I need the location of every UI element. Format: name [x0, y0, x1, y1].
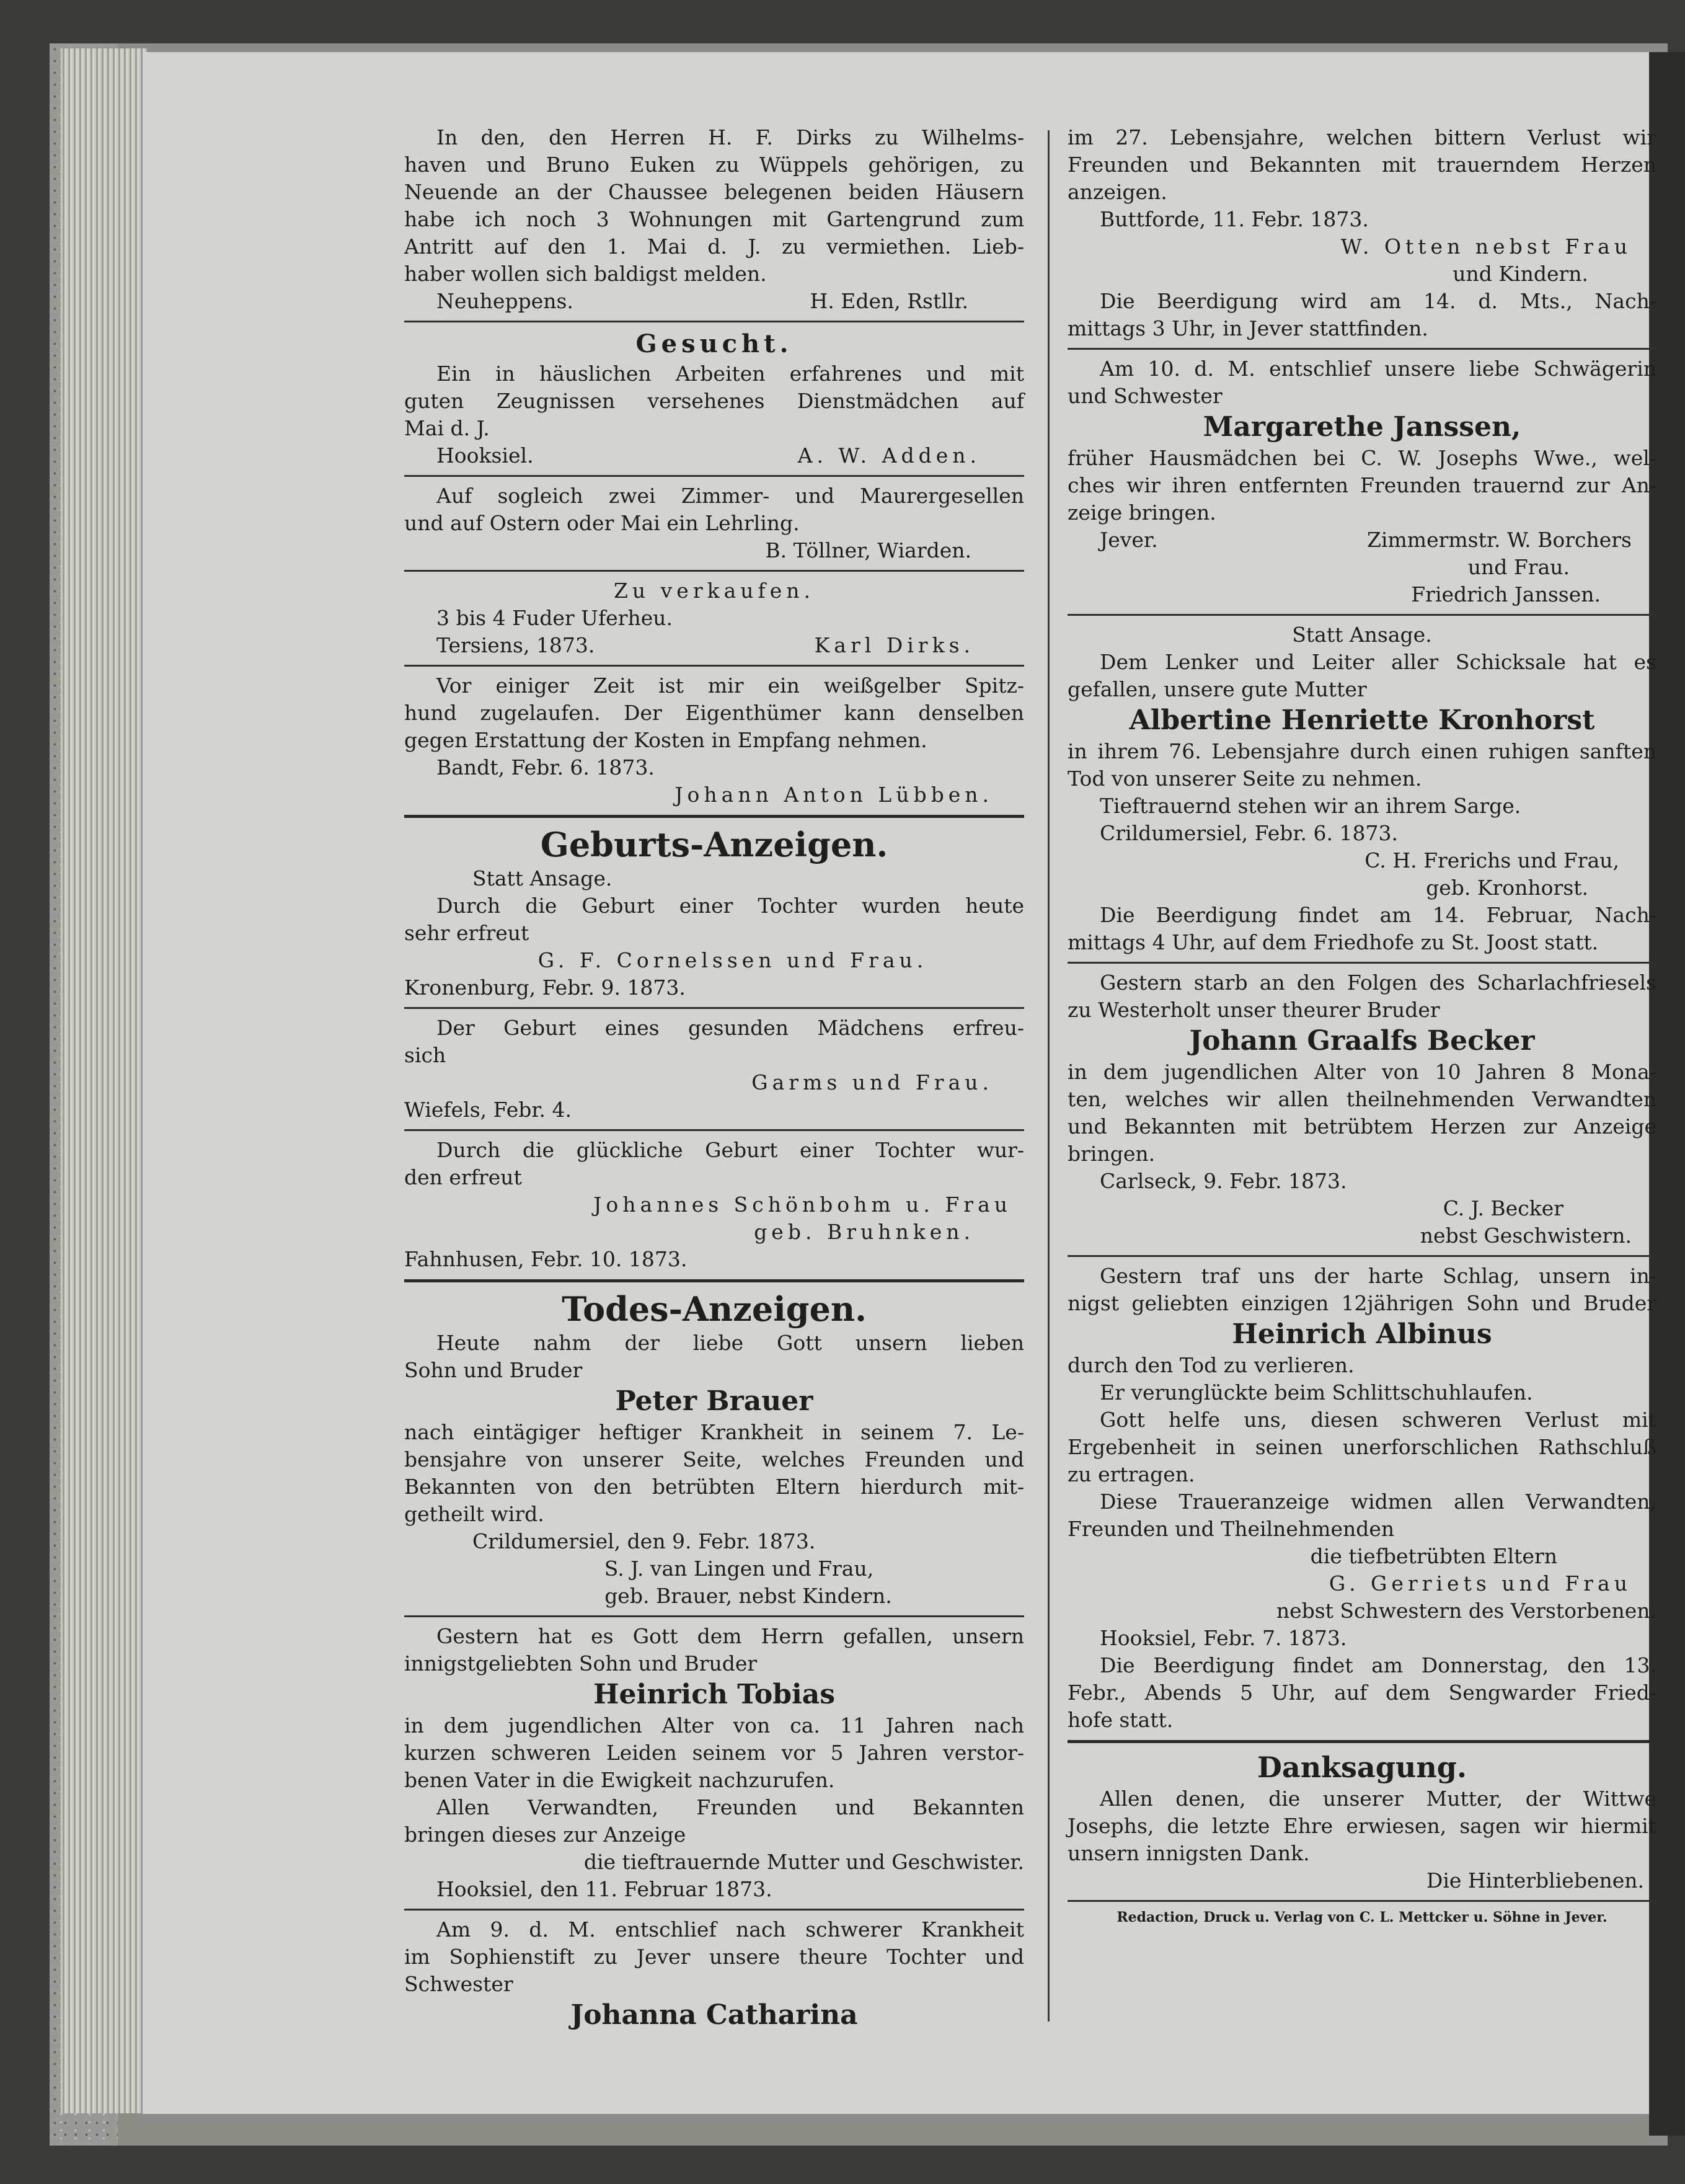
section-heading-deaths: Todes-Anzeigen. — [562, 1289, 867, 1329]
ad-wanted-maid — [404, 328, 1024, 469]
ad-divider — [404, 475, 1024, 477]
text-line: In den, den Herren H. F. Dirks zu Wilhelms- — [436, 125, 1024, 149]
ad-signature: H. Eden, Rstllr. — [810, 289, 968, 313]
ad-place: Neuheppens. — [436, 289, 573, 313]
text-line: Allen denen, die unserer Mutter, der Wittwe — [1100, 1787, 1656, 1811]
ad-divider — [1068, 1900, 1656, 1902]
notice-signature-2: und Frau. — [1467, 555, 1570, 579]
notice-place: Crildumersiel, Febr. 6. 1873. — [1100, 821, 1398, 845]
text-line: und Bekannten mit betrübtem Herzen zur Anzeige — [1068, 1114, 1656, 1139]
text-line: im 27. Lebensjahre, welchen bittern Verlust wir — [1068, 125, 1656, 149]
ad-divider — [404, 1007, 1024, 1009]
text-line: nach eintägiger heftiger Krankheit in seinem 7. Le- — [404, 1420, 1024, 1444]
text-line: zu Westerholt unser theurer Bruder — [1068, 998, 1440, 1022]
notice-signature: W. Otten nebst Frau — [1340, 234, 1632, 259]
burial-notice: Die Beerdigung wird am 14. d. Mts., Nach- — [1100, 289, 1656, 313]
notice-signature: C. H. Frerichs und Frau, — [1364, 848, 1619, 872]
text-line: früher Hausmädchen bei C. W. Josephs Wwe., wel- — [1068, 446, 1656, 470]
text-line: Tod von unserer Seite zu nehmen. — [1068, 766, 1422, 791]
text-line: gegen Erstattung der Kosten in Empfang nehmen. — [404, 728, 927, 752]
text-line: bensjahre von unserer Seite, welches Freunden und — [404, 1447, 1024, 1472]
ad-for-sale — [404, 577, 1024, 659]
death-notice-tobias — [404, 1623, 1024, 1903]
text-line: unsern innigsten Dank. — [1068, 1841, 1310, 1865]
text-line: getheilt wird. — [404, 1502, 544, 1526]
text-line: hund zugelaufen. Der Eigenthümer kann denselben — [404, 701, 1024, 725]
text-line: Schwester — [404, 1972, 513, 1996]
notice-signature: Johannes Schönbohm u. Frau — [593, 1192, 1012, 1217]
column-divider — [1048, 130, 1050, 2022]
notice-signature-2: nebst Geschwistern. — [1420, 1223, 1632, 1248]
death-notice-kronhorst — [1068, 621, 1656, 956]
notice-signature: die tiefbetrübten Eltern — [1310, 1544, 1557, 1568]
text-line: innigstgeliebten Sohn und Bruder — [404, 1651, 758, 1676]
notice-signature-2: geb. Bruhnken. — [754, 1220, 975, 1244]
text-line: Diese Traueranzeige widmen allen Verwandten, — [1100, 1489, 1656, 1514]
kicker: Statt Ansage. — [1292, 623, 1432, 647]
ad-place: Hooksiel. — [436, 443, 534, 468]
text-line: ches wir ihren entfernten Freunden trauernd zur An- — [1068, 473, 1656, 497]
text-line: guten Zeugnissen versehenes Dienstmädchen auf — [404, 389, 1024, 413]
section-divider — [404, 815, 1024, 818]
ad-divider — [404, 1909, 1024, 1911]
notice-place: Wiefels, Febr. 4. — [404, 1098, 572, 1122]
deceased-name: Johann Graalfs Becker — [1189, 1025, 1535, 1057]
notice-signature-2: und Kindern. — [1453, 262, 1588, 286]
ad-heading: Gesucht. — [635, 329, 793, 358]
notice-place: Fahnhusen, Febr. 10. 1873. — [404, 1247, 688, 1271]
text-line: benen Vater in die Ewigkeit nachzurufen. — [404, 1768, 835, 1792]
text-line: Am 9. d. M. entschlief nach schwerer Krankheit — [436, 1917, 1024, 1942]
text-line: Neuende an der Chaussee belegenen beiden Häusern — [404, 180, 1024, 204]
text-line: Er verunglückte beim Schlittschuhlaufen. — [1100, 1380, 1533, 1405]
burial-notice: Febr., Abends 5 Uhr, auf dem Sengwarder Fried- — [1068, 1680, 1656, 1705]
text-line: bringen dieses zur Anzeige — [404, 1822, 686, 1847]
imprint-footer: Redaction, Druck u. Verlag von C. L. Mettcker u. Söhne in Jever. — [1117, 1909, 1608, 1925]
text-line: zu ertragen. — [1068, 1462, 1195, 1486]
notice-place: Carlseck, 9. Febr. 1873. — [1100, 1169, 1347, 1193]
ad-signature: Johann Anton Lübben. — [674, 783, 993, 807]
text-line: 3 bis 4 Fuder Uferheu. — [436, 606, 673, 630]
ad-found-dog — [404, 672, 1024, 809]
deceased-name: Heinrich Albinus — [1232, 1318, 1492, 1350]
text-line: in dem jugendlichen Alter von ca. 11 Jahren nach — [404, 1713, 1024, 1738]
notice-signature-2: G. Gerriets und Frau — [1329, 1571, 1632, 1596]
kicker: Statt Ansage. — [472, 866, 613, 890]
section-heading-births: Geburts-Anzeigen. — [540, 825, 888, 864]
text-line: Antritt auf den 1. Mai d. J. zu vermiethen. Lieb- — [404, 234, 1024, 259]
deceased-name: Albertine Henriette Kronhorst — [1129, 704, 1595, 736]
ad-journeymen — [404, 482, 1024, 564]
death-notice-brauer — [404, 1329, 1024, 1610]
ad-divider — [1068, 1255, 1656, 1257]
text-line: Gestern starb an den Folgen des Scharlachfriesels — [1100, 970, 1656, 995]
text-line: haber wollen sich baldigst melden. — [404, 262, 767, 286]
text-line: Durch die Geburt einer Tochter wurden heute — [436, 894, 1024, 918]
notice-signature-2: geb. Kronhorst. — [1426, 876, 1588, 900]
deceased-name: Johanna Catharina — [570, 1999, 858, 2031]
text-line: Ein in häuslichen Arbeiten erfahrenes und mit — [436, 362, 1024, 386]
notice-signature: G. F. Cornelssen und Frau. — [537, 948, 928, 972]
text-line: bringen. — [1068, 1142, 1156, 1166]
ad-divider — [1068, 614, 1656, 616]
section-divider — [404, 1279, 1024, 1282]
burial-notice: Die Beerdigung findet am 14. Februar, Nach- — [1100, 903, 1656, 927]
deceased-name: Margarethe Janssen, — [1203, 411, 1521, 443]
left-column — [404, 124, 1024, 2033]
birth-notice-cornelssen — [404, 865, 1024, 1001]
ad-place: Bandt, Febr. 6. 1873. — [436, 755, 655, 779]
ad-divider — [404, 570, 1024, 572]
text-line: und auf Ostern oder Mai ein Lehrling. — [404, 511, 800, 535]
text-line: durch den Tod zu verlieren. — [1068, 1353, 1355, 1377]
text-line: kurzen schweren Leiden seinem vor 5 Jahren verstor- — [404, 1741, 1024, 1765]
death-notice-otten — [1068, 124, 1656, 342]
death-notice-albinus — [1068, 1263, 1656, 1734]
text-line: Der Geburt eines gesunden Mädchens erfreu- — [436, 1016, 1024, 1040]
ad-place: Tersiens, 1873. — [436, 633, 595, 657]
birth-notice-garms — [404, 1014, 1024, 1124]
burial-notice: mittags 4 Uhr, auf dem Friedhofe zu St. Joost statt. — [1068, 930, 1599, 954]
text-line: nigst geliebten einzigen 12jährigen Sohn und Bruder — [1068, 1291, 1656, 1315]
text-line: zeige bringen. — [1068, 500, 1216, 525]
ad-houses-to-rent — [404, 124, 1024, 315]
ad-heading: Zu verkaufen. — [613, 579, 815, 603]
text-line: in ihrem 76. Lebensjahre durch einen ruhigen sanften — [1068, 739, 1656, 763]
text-line: Gestern hat es Gott dem Herrn gefallen, unsern — [436, 1624, 1024, 1648]
ad-signature: Karl Dirks. — [814, 633, 975, 657]
text-line: anzeigen. — [1068, 180, 1167, 204]
text-line: sich — [404, 1043, 446, 1067]
notice-signature-2: geb. Brauer, nebst Kindern. — [604, 1584, 892, 1608]
notice-signature: S. J. van Lingen und Frau, — [604, 1556, 874, 1581]
text-line: Gestern traf uns der harte Schlag, unsern in- — [1100, 1264, 1656, 1288]
text-line: Josephs, die letzte Ehre erwiesen, sagen wir hiermit — [1068, 1814, 1656, 1838]
notice-signature-3: nebst Schwestern des Verstorbenen. — [1276, 1599, 1656, 1623]
notice-signature-3: Friedrich Janssen. — [1411, 582, 1601, 606]
text-line: Freunden und Bekannten mit trauerndem Herzen — [1068, 153, 1656, 177]
right-column — [1068, 124, 1656, 1927]
thanks-signature: Die Hinterbliebenen. — [1426, 1868, 1644, 1893]
ad-signature: B. Töllner, Wiarden. — [765, 538, 971, 562]
notice-place: Crildumersiel, den 9. Febr. 1873. — [472, 1529, 816, 1553]
text-line: Sohn und Bruder — [404, 1358, 583, 1382]
notice-place: Hooksiel, Febr. 7. 1873. — [1100, 1626, 1347, 1650]
deceased-name: Heinrich Tobias — [593, 1679, 836, 1710]
text-line: Heute nahm der liebe Gott unsern lieben — [436, 1331, 1024, 1355]
text-line: Dem Lenker und Leiter aller Schicksale hat es — [1100, 650, 1656, 674]
text-line: sehr erfreut — [404, 921, 529, 945]
birth-notice-schoenbohm — [404, 1137, 1024, 1273]
text-line: Allen Verwandten, Freunden und Bekannten — [436, 1795, 1024, 1819]
text-line: Am 10. d. M. entschlief unsere liebe Schwägerin — [1100, 357, 1656, 381]
notice-place: Buttforde, 11. Febr. 1873. — [1100, 207, 1369, 231]
burial-notice: mittags 3 Uhr, in Jever stattfinden. — [1068, 316, 1428, 340]
text-line: im Sophienstift zu Jever unsere theure Tochter und — [404, 1945, 1024, 1969]
ad-divider — [404, 1615, 1024, 1617]
text-line: den erfreut — [404, 1165, 522, 1189]
ad-divider — [1068, 348, 1656, 350]
text-line: habe ich noch 3 Wohnungen mit Gartengrund zum — [404, 207, 1024, 231]
text-line: Freunden und Theilnehmenden — [1068, 1517, 1395, 1541]
notice-place: Hooksiel, den 11. Februar 1873. — [436, 1877, 772, 1901]
deceased-name: Peter Brauer — [615, 1385, 813, 1417]
text-line: Auf sogleich zwei Zimmer- und Maurergesellen — [436, 484, 1024, 508]
death-notice-catharina — [404, 1916, 1024, 2033]
text-line: Gott helfe uns, diesen schweren Verlust mit — [1100, 1408, 1656, 1432]
text-line: und Schwester — [1068, 384, 1223, 408]
text-line: haven und Bruno Euken zu Wüppels gehörigen, zu — [404, 153, 1024, 177]
notice-signature: C. J. Becker — [1443, 1196, 1563, 1220]
text-line: Bekannten von den betrübten Eltern hierdurch mit- — [404, 1475, 1024, 1499]
burial-notice: Die Beerdigung findet am Donnerstag, den 13. — [1100, 1653, 1656, 1677]
thanks-heading: Danksagung. — [1257, 1751, 1467, 1784]
notice-place: Jever. — [1100, 528, 1158, 552]
text-line: Durch die glückliche Geburt einer Tochter wur- — [436, 1138, 1024, 1162]
death-notice-janssen — [1068, 355, 1656, 608]
burial-notice: hofe statt. — [1068, 1708, 1174, 1732]
text-line: in dem jugendlichen Alter von 10 Jahren 8 Mona- — [1068, 1060, 1656, 1084]
notice-signature: die tieftrauernde Mutter und Geschwister. — [583, 1850, 1024, 1874]
section-divider — [1068, 1740, 1656, 1743]
death-notice-becker — [1068, 969, 1656, 1250]
text-line: Vor einiger Zeit ist mir ein weißgelber Spitz- — [436, 673, 1024, 698]
text-line: Ergebenheit in seinen unerforschlichen Rathschluß — [1068, 1435, 1656, 1459]
text-line: Mai d. J. — [404, 416, 490, 440]
notice-signature: Zimmermstr. W. Borchers — [1367, 528, 1632, 552]
text-line: ten, welches wir allen theilnehmenden Verwandten — [1068, 1087, 1656, 1111]
text-line: gefallen, unsere gute Mutter — [1068, 677, 1367, 701]
ad-divider — [404, 321, 1024, 322]
notice-signature: Garms und Frau. — [751, 1070, 993, 1094]
ad-signature: A. W. Adden. — [797, 443, 981, 468]
thanks-notice — [1068, 1749, 1656, 1894]
page-stack — [61, 48, 148, 2113]
ad-divider — [404, 1129, 1024, 1131]
ad-divider — [1068, 962, 1656, 964]
notice-place: Kronenburg, Febr. 9. 1873. — [404, 975, 686, 1000]
ad-divider — [404, 665, 1024, 667]
text-line: Tieftrauernd stehen wir an ihrem Sarge. — [1100, 794, 1521, 818]
